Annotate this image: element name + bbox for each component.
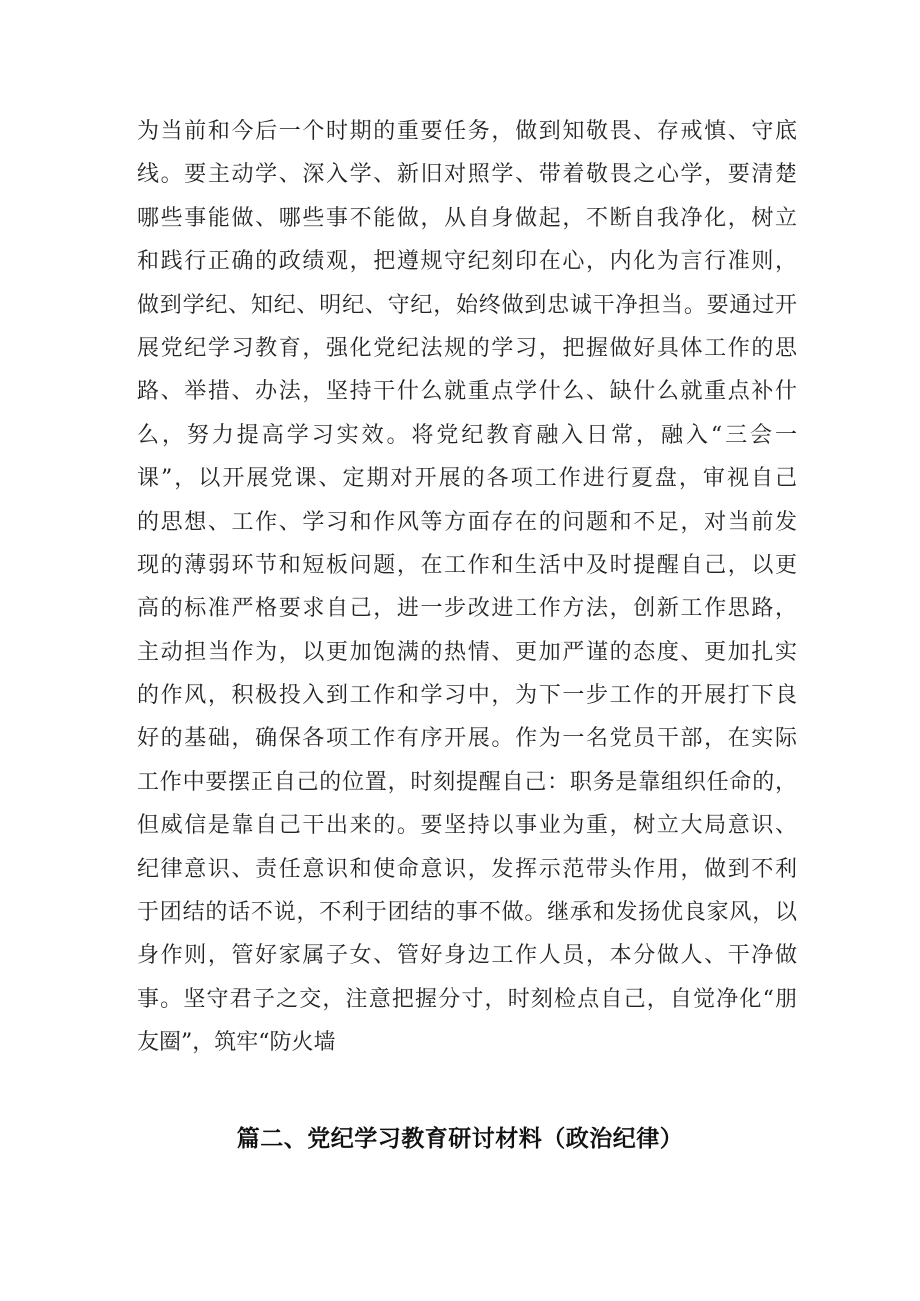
section-title: 篇二、党纪学习教育研讨材料（政治纪律）	[236, 1126, 684, 1152]
paragraph-line: 的作风，积极投入到工作和学习中，为下一步工作的开展打下良	[137, 683, 797, 709]
paragraph-line: 但威信是靠自己干出来的。要坚持以事业为重，树立大局意识、	[137, 813, 797, 839]
paragraph-line: 么，努力提高学习实效。将党纪教育融入日常，融入“三会一	[137, 422, 797, 448]
paragraph-line: 主动担当作为，以更加饱满的热情、更加严谨的态度、更加扎实	[137, 639, 797, 665]
paragraph-line: 的思想、工作、学习和作风等方面存在的问题和不足，对当前发	[137, 509, 797, 535]
paragraph-line: 工作中要摆正自己的位置，时刻提醒自己：职务是靠组织任命的，	[137, 769, 797, 795]
paragraph-line: 好的基础，确保各项工作有序开展。作为一名党员干部，在实际	[137, 726, 797, 752]
paragraph-line: 哪些事能做、哪些事不能做，从自身做起，不断自我净化，树立	[137, 205, 797, 231]
paragraph-line: 纪律意识、责任意识和使命意识，发挥示范带头作用，做到不利	[137, 856, 797, 882]
paragraph-line: 和践行正确的政绩观，把遵规守纪刻印在心，内化为言行准则，	[137, 249, 797, 275]
paragraph-line: 现的薄弱环节和短板问题，在工作和生活中及时提醒自己，以更	[137, 552, 797, 578]
paragraph-line: 为当前和今后一个时期的重要任务，做到知敬畏、存戒慎、守底	[137, 119, 797, 144]
paragraph-line: 做到学纪、知纪、明纪、守纪，始终做到忠诚干净担当。要通过开	[137, 292, 797, 318]
paragraph-line: 高的标准严格要求自己，进一步改进工作方法，创新工作思路，	[137, 596, 797, 622]
paragraph-line: 课”，以开展党课、定期对开展的各项工作进行夏盘，审视自己	[137, 466, 797, 492]
paragraph-line: 事。坚守君子之交，注意把握分寸，时刻检点自己，自觉净化“朋	[137, 986, 797, 1012]
paragraph-line: 展党纪学习教育，强化党纪法规的学习，把握做好具体工作的思	[137, 335, 797, 361]
paragraph-line: 身作则，管好家属子女、管好身边工作人员，本分做人、干净做	[137, 943, 797, 969]
paragraph-line: 线。要主动学、深入学、新旧对照学、带着敬畏之心学，要清楚	[137, 162, 797, 188]
paragraph-line: 路、举措、办法，坚持干什么就重点学什么、缺什么就重点补什	[137, 379, 797, 405]
paragraph-line: 于团结的话不说，不利于团结的事不做。继承和发扬优良家风，以	[137, 900, 797, 926]
paragraph-line: 友圈”，筑牢“防火墙	[137, 1030, 336, 1056]
body-paragraph	[137, 110, 797, 1065]
